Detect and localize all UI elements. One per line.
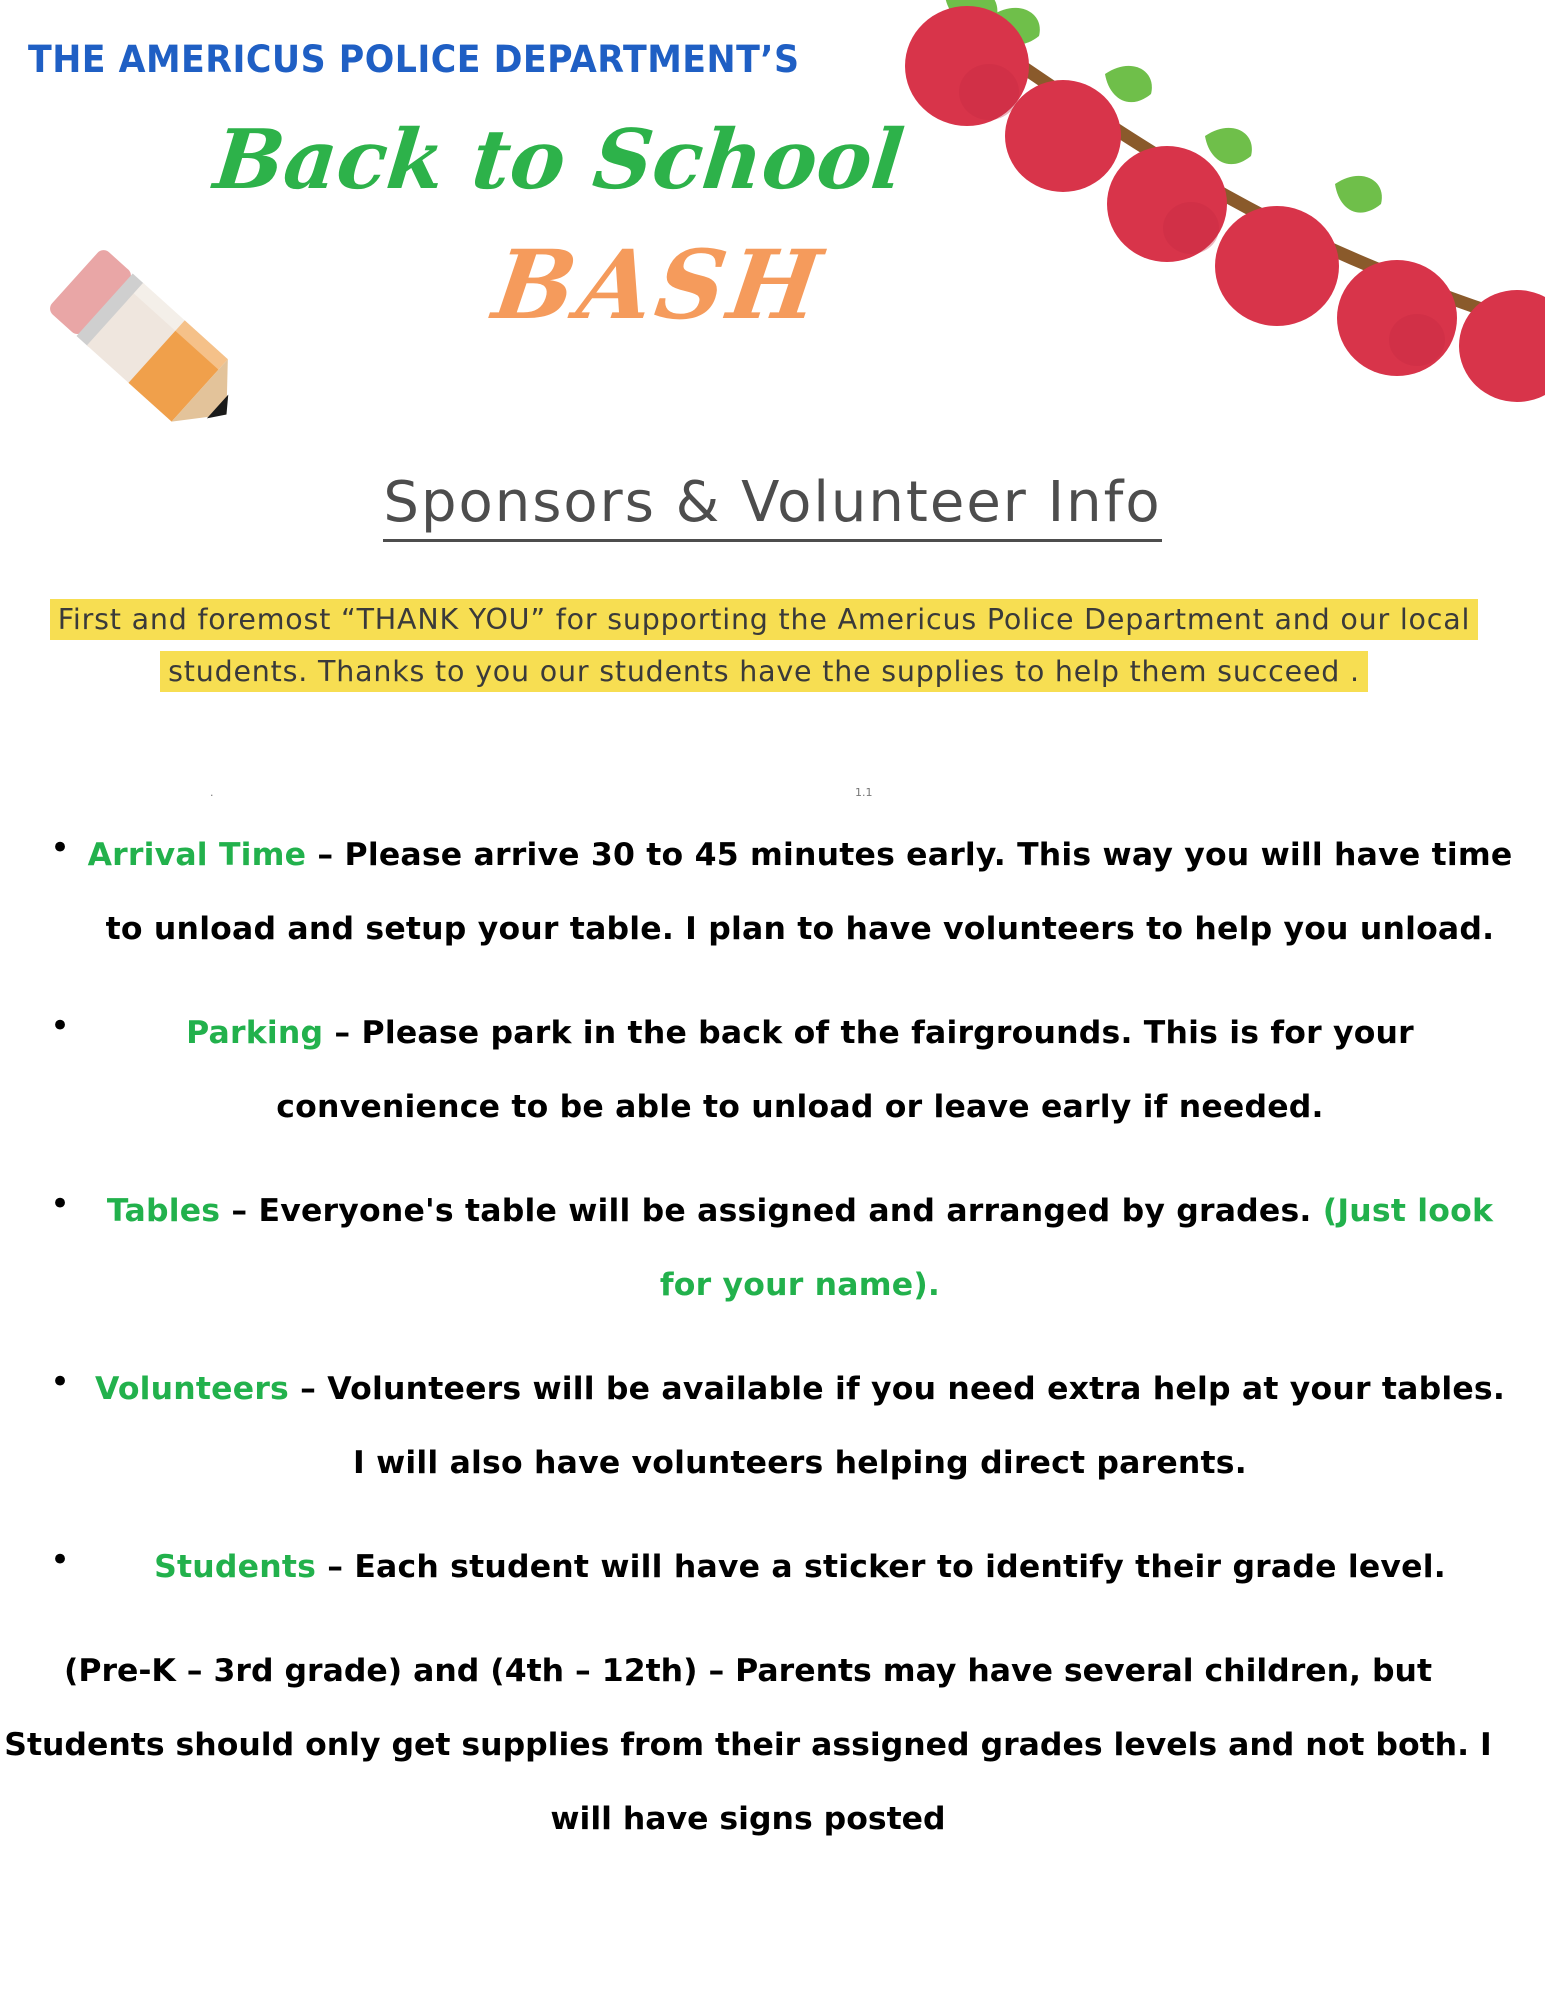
list-item-text: Volunteers will be available if you need extra help at your tables. I will also have volunteers helping direct parents. xyxy=(327,1371,1506,1481)
list-item-keyword: Tables xyxy=(106,1193,221,1229)
page-subtitle xyxy=(0,470,1545,535)
closing-paragraph: (Pre-K – 3rd grade) and (4th – 12th) – Parents may have several children, but Students should only get supplies from their assigned grades levels and not both. I will have signs posted xyxy=(4,1653,1492,1837)
list-item-keyword: Arrival Time xyxy=(87,837,307,873)
title-back-to-school: Back to School xyxy=(209,112,909,208)
list-item-keyword: Parking xyxy=(186,1015,324,1051)
title-bash: BASH xyxy=(487,230,832,341)
info-list xyxy=(4,818,1514,1856)
list-item-dash: – xyxy=(316,1549,355,1585)
list-item-body xyxy=(86,1174,1514,1322)
list-item-text: Each student will have a sticker to identify their grade level. xyxy=(354,1549,1446,1585)
list-item-body xyxy=(86,996,1514,1144)
list-item-keyword: Volunteers xyxy=(94,1371,289,1407)
list-item-text: Everyone's table will be assigned and arranged by grades. xyxy=(258,1193,1323,1229)
apples-decoration xyxy=(905,0,1545,458)
bullet-marker: • xyxy=(49,828,71,868)
department-line: THE AMERICUS POLICE DEPARTMENT’S xyxy=(28,38,800,81)
pencil-icon xyxy=(30,240,270,455)
bullet-marker: • xyxy=(49,1362,71,1402)
thank-you-block xyxy=(44,594,1484,698)
list-item-dash: – xyxy=(306,837,345,873)
list-item-text: Please arrive 30 to 45 minutes early. This way you will have time to unload and setup your table. I plan to have volunteers to help you unload. xyxy=(105,837,1513,947)
page-subtitle-text: Sponsors & Volunteer Info xyxy=(383,470,1161,542)
list-item xyxy=(34,1174,1514,1322)
bullet-marker: • xyxy=(49,1540,71,1580)
list-item-dash: – xyxy=(323,1015,362,1051)
list-item-body xyxy=(86,818,1514,966)
list-item xyxy=(34,818,1514,966)
list-item xyxy=(34,1530,1514,1604)
stray-mark-left: . xyxy=(210,786,214,799)
list-item-tail: (Just look for your name). xyxy=(659,1193,1494,1303)
list-item-body xyxy=(86,1352,1514,1500)
list-item-text: Please park in the back of the fairgrounds. This is for your convenience to be able to unload or leave early if needed. xyxy=(276,1015,1414,1125)
list-item-dash: – xyxy=(220,1193,259,1229)
stray-mark-right: 1.1 xyxy=(855,786,873,799)
list-item xyxy=(34,996,1514,1144)
list-item-dash: – xyxy=(289,1371,328,1407)
bullet-marker: • xyxy=(49,1184,71,1224)
list-item-keyword: Students xyxy=(154,1549,317,1585)
list-item xyxy=(34,1352,1514,1500)
list-item-body xyxy=(86,1530,1514,1604)
thank-you-text: First and foremost “THANK YOU” for supporting the Americus Police Department and our local students. Thanks to you our students have the supplies to help them succeed . xyxy=(50,599,1479,692)
bullet-marker: • xyxy=(49,1006,71,1046)
